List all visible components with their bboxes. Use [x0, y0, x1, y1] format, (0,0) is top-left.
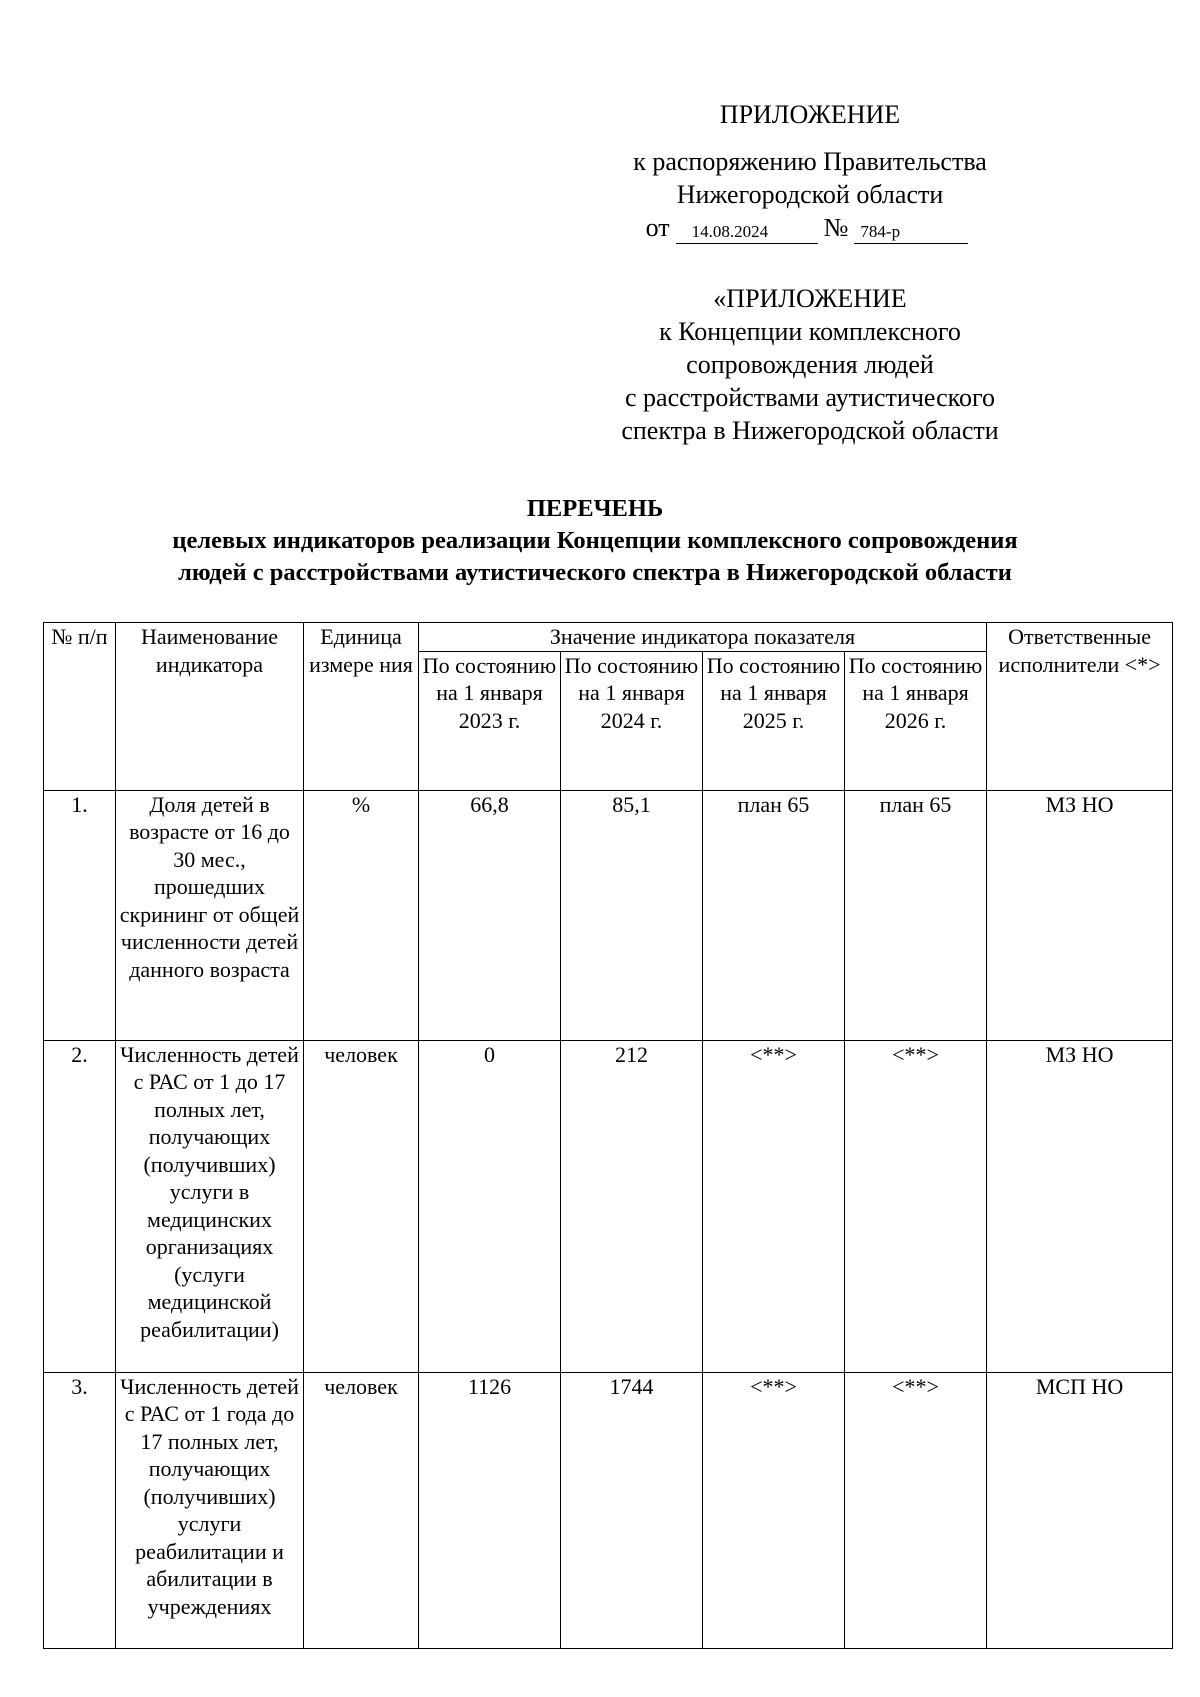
cell-value-2026: <**>	[845, 1372, 987, 1648]
header-period-2023: По состоянию на 1 января 2023 г.	[419, 651, 561, 790]
cell-responsible: МЗ НО	[987, 790, 1173, 1040]
concept-appendix-header	[560, 282, 1060, 447]
cell-value-2023: 1126	[419, 1372, 561, 1648]
cell-value-2024: 212	[561, 1040, 703, 1372]
cell-responsible: МЗ НО	[987, 1040, 1173, 1372]
table-header-row	[44, 623, 1173, 652]
cell-value-2026: <**>	[845, 1040, 987, 1372]
cell-name: Численность детей с РАС от 1 до 17 полных лет, получающих (получивших) услуги в медицинских организациях (услуги медицинской реабилитации)	[116, 1040, 304, 1372]
header-period-2025: По состоянию на 1 января 2025 г.	[703, 651, 845, 790]
cell-responsible: МСП НО	[987, 1372, 1173, 1648]
cell-num: 3.	[44, 1372, 116, 1648]
title-line-1: целевых индикаторов реализации Концепции комплексного сопровождения	[172, 527, 1018, 554]
concept-line-5: спектра в Нижегородской области	[621, 416, 999, 445]
cell-value-2026: план 65	[845, 790, 987, 1040]
table-row	[44, 790, 1173, 1040]
concept-line-1: «ПРИЛОЖЕНИЕ	[713, 284, 907, 313]
indicators-table	[43, 622, 1173, 1649]
cell-name: Численность детей с РАС от 1 года до 17 полных лет, получающих (получивших) услуги реабилитации и абилитации в учреждениях	[116, 1372, 304, 1648]
order-number: 784-р	[854, 221, 968, 244]
appendix-line-2: Нижегородской области	[676, 180, 944, 209]
cell-unit: человек	[304, 1040, 419, 1372]
cell-value-2025: <**>	[703, 1372, 845, 1648]
header-values-group: Значение индикатора показателя	[419, 623, 987, 652]
appendix-header	[560, 98, 1060, 244]
cell-unit: человек	[304, 1372, 419, 1648]
header-period-2026: По состоянию на 1 января 2026 г.	[845, 651, 987, 790]
title-heading: ПЕРЕЧЕНЬ	[526, 495, 664, 522]
cell-value-2023: 0	[419, 1040, 561, 1372]
concept-line-3: сопровождения людей	[686, 350, 934, 379]
cell-value-2024: 1744	[561, 1372, 703, 1648]
cell-value-2025: <**>	[703, 1040, 845, 1372]
cell-unit: %	[304, 790, 419, 1040]
cell-name: Доля детей в возрасте от 16 до 30 мес., прошедших скрининг от общей численности детей данного возраста	[116, 790, 304, 1040]
date-label: от	[645, 213, 670, 242]
number-label: №	[823, 213, 849, 242]
appendix-line-1: к распоряжению Правительства	[633, 147, 987, 176]
title-line-2: людей с расстройствами аутистического спектра в Нижегородской области	[178, 559, 1012, 586]
concept-line-4: с расстройствами аутистического	[625, 383, 995, 412]
header-period-2024: По состоянию на 1 января 2024 г.	[561, 651, 703, 790]
order-date: 14.08.2024	[676, 221, 818, 244]
cell-value-2023: 66,8	[419, 790, 561, 1040]
header-name: Наименование индикатора	[116, 623, 304, 791]
order-reference	[560, 211, 1060, 244]
appendix-title: ПРИЛОЖЕНИЕ	[719, 100, 901, 129]
header-unit: Единица измере ния	[304, 623, 419, 791]
cell-value-2025: план 65	[703, 790, 845, 1040]
table-row	[44, 1040, 1173, 1372]
cell-value-2024: 85,1	[561, 790, 703, 1040]
concept-line-2: к Концепции комплексного	[659, 317, 961, 346]
document-title	[40, 493, 1150, 589]
header-responsible: Ответственные исполнители <*>	[987, 623, 1173, 791]
cell-num: 1.	[44, 790, 116, 1040]
header-num: № п/п	[44, 623, 116, 791]
table-row	[44, 1372, 1173, 1648]
cell-num: 2.	[44, 1040, 116, 1372]
